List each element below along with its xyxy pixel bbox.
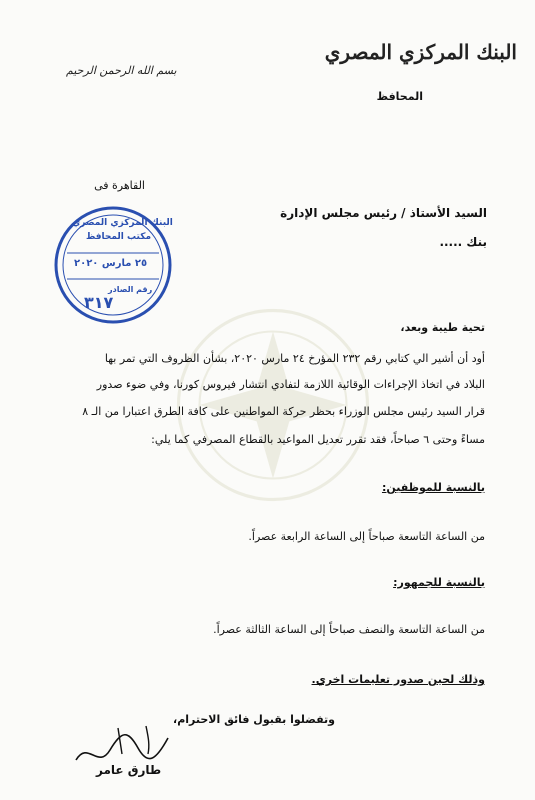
signatory-name: طارق عامر xyxy=(96,763,162,777)
further-notice: وذلك لحين صدور تعليمات اخري. xyxy=(311,673,485,686)
stamp-office: مكتب المحافظ xyxy=(86,232,152,242)
date-place: القاهرة فى xyxy=(94,179,145,192)
addressee-line1: السيد الأستاذ / رئيس مجلس الإدارة xyxy=(280,206,487,220)
basmala: بسم الله الرحمن الرحيم xyxy=(66,64,177,77)
employees-hours: من الساعة التاسعة صباحاً إلى الساعة الرابعة عصراً. xyxy=(248,530,485,543)
stamp-outgoing-label: رقم الصادر xyxy=(108,285,153,294)
paragraph-line: مساءً وحتى ٦ صباحاً، فقد تقرر تعديل المواعيد بالقطاع المصرفي كما يلي: xyxy=(151,433,485,446)
addressee-line2: بنك ..... xyxy=(439,235,487,249)
paragraph-line: أود أن أشير الي كتابي رقم ٢٣٢ المؤرخ ٢٤ مارس ٢٠٢٠، بشأن الظروف التي تمر بها xyxy=(104,352,485,365)
stamp-date: ٢٥ مارس ٢٠٢٠ xyxy=(74,258,148,269)
stamp-bank: البنك المركزي المصري xyxy=(72,218,173,228)
employees-heading: بالنسبة للموظفين: xyxy=(381,481,485,494)
stamp-outgoing-number: ٣١٧ xyxy=(84,293,114,312)
office-title: المحافظ xyxy=(376,90,423,103)
public-heading: بالنسبة للجمهور: xyxy=(393,576,485,589)
greeting: تحية طيبة وبعد، xyxy=(400,321,485,334)
closing-line: وتفضلوا بقبول فائق الاحترام، xyxy=(173,713,335,726)
paragraph-line: قرار السيد رئيس مجلس الوزراء بحظر حركة المواطنين على كافة الطرق اعتبارا من الـ ٨ xyxy=(82,405,485,418)
bank-name: البنك المركزي المصري xyxy=(324,40,517,64)
paragraph-line: البلاد في اتخاذ الإجراءات الوقائية اللازمة لتفادي انتشار فيروس كورنا، وفي ضوء صدور xyxy=(96,378,485,391)
public-hours: من الساعة التاسعة والنصف صباحاً إلى الساعة الثالثة عصراً. xyxy=(213,623,485,636)
